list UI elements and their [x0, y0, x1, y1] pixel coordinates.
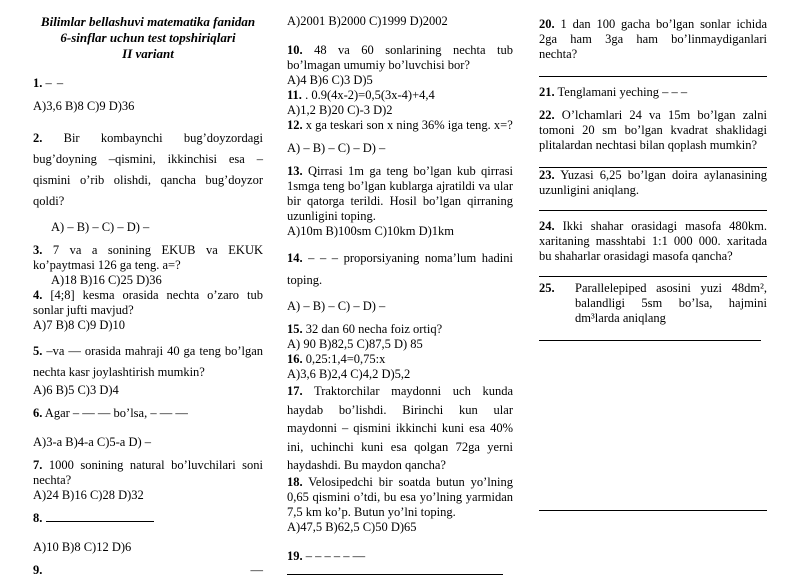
- question-text: Tenglamani yeching – – –: [554, 85, 688, 99]
- question-text: . 0.9(4x-2)=0,5(3x-4)+4,4: [301, 88, 435, 102]
- question-number: 23.: [539, 168, 555, 182]
- question-number: 6.: [33, 406, 43, 420]
- question-5: [33, 341, 263, 383]
- question-number: 10.: [287, 43, 303, 57]
- question-24: [539, 219, 767, 264]
- answers-12: A) – B) – C) – D) –: [287, 141, 386, 155]
- question-number: 21.: [539, 85, 555, 99]
- question-text: —: [250, 563, 263, 577]
- question-text: – – – – – —: [302, 548, 366, 563]
- question-number: 25.: [539, 281, 555, 295]
- question-number: 18.: [287, 474, 303, 489]
- question-23: [539, 168, 767, 198]
- question-13: [287, 164, 513, 224]
- question-number: 11.: [287, 88, 302, 102]
- question-number: 8.: [33, 511, 43, 525]
- column-2: [287, 14, 513, 575]
- question-number: 1.: [33, 76, 43, 90]
- answers-9: A)2001 B)2000 C)1999 D)2002: [287, 14, 448, 28]
- answers-6: A)3-a B)4-a C)5-a D) –: [33, 435, 152, 449]
- question-17: [287, 382, 513, 475]
- answers-3: A)18 B)16 C)25 D)36: [51, 273, 162, 287]
- answer-line-23: [539, 210, 767, 211]
- question-number: 3.: [33, 243, 43, 257]
- question-text: – – – proporsiyaning noma’lum hadini toping.: [287, 251, 513, 287]
- page-title: [33, 14, 263, 62]
- question-text: O’lchamlari 24 va 15m bo’lgan zalni tomoni 20 sm bo’lgan kvadrat shaklidagi plitalardan nechtasi bilan qoplash mumkin?: [539, 108, 767, 152]
- question-2: [33, 128, 263, 212]
- footer-line: [539, 510, 767, 511]
- answers-13: A)10m B)100sm C)10km D)1km: [287, 224, 455, 238]
- question-text: 1000 sonining natural bo’luvchilari soni nechta?: [33, 458, 263, 487]
- question-text: Bir kombaynchi bug’doyzordagi bug’doyning –qismini, ikkinchisi esa – qismini o’rib olishdi, qancha bug’doyzor qoldi?: [33, 131, 263, 208]
- title-line-1: Bilimlar bellashuvi matematika fanidan: [40, 14, 256, 29]
- answer-line-25: [539, 340, 761, 341]
- question-20: [539, 17, 767, 62]
- answers-16: A)3,6 B)2,4 C)4,2 D)5,2: [287, 367, 411, 381]
- answer-line-19: [287, 574, 503, 575]
- question-text: Ikki shahar orasidagi masofa 480km. xaritaning masshtabi 1:1 000 000. xaritada bu shaharlar orasidagi masofa qancha?: [539, 219, 767, 263]
- question-number: 13.: [287, 164, 303, 178]
- question-number: 22.: [539, 108, 555, 122]
- question-4: [33, 288, 263, 318]
- question-16: [287, 352, 513, 367]
- question-25: [539, 281, 767, 326]
- answers-11: A)1,2 B)20 C)-3 D)2: [287, 103, 393, 117]
- question-15: [287, 322, 513, 337]
- answer-line-24: [539, 276, 767, 277]
- column-1: [33, 14, 263, 578]
- question-22: [539, 108, 767, 153]
- question-text: Yuzasi 6,25 bo’lgan doira aylanasining uzunligini aniqlang.: [539, 168, 767, 197]
- answers-18: A)47,5 B)62,5 C)50 D)65: [287, 519, 417, 534]
- answers-2: A) – B) – C) – D) –: [51, 220, 150, 234]
- answers-10: A)4 B)6 C)3 D)5: [287, 73, 373, 87]
- question-9: [33, 563, 263, 578]
- question-text: 32 dan 60 necha foiz ortiq?: [302, 322, 443, 336]
- question-number: 7.: [33, 458, 43, 472]
- answers-5: A)6 B)5 C)3 D)4: [33, 383, 119, 397]
- title-line-3: II variant: [122, 46, 174, 61]
- question-text: 7 va a sonining EKUB va EKUK ko’paytmasi 126 ga teng. a=?: [33, 243, 263, 272]
- question-number: 16.: [287, 352, 303, 366]
- question-text: 48 va 60 sonlarining nechta tub bo’lmagan umumiy bo’luvchisi bor?: [287, 43, 513, 72]
- question-number: 9.: [33, 563, 43, 577]
- question-number: 15.: [287, 322, 303, 336]
- question-6: [33, 406, 263, 421]
- answers-1: A)3,6 B)8 C)9 D)36: [33, 99, 135, 113]
- question-number: 4.: [33, 288, 43, 302]
- question-text: Agar – — — bo’lsa, – — —: [42, 406, 188, 420]
- question-12: [287, 118, 513, 133]
- question-number: 19.: [287, 548, 303, 563]
- question-19: [287, 549, 513, 564]
- question-text: – –: [45, 76, 65, 90]
- title-line-2: 6-sinflar uchun test topshiriqlari: [60, 30, 236, 45]
- column-3: [539, 14, 767, 341]
- question-1: [33, 76, 263, 91]
- question-number: 24.: [539, 219, 555, 233]
- question-3: [33, 243, 263, 273]
- answers-7: A)24 B)16 C)28 D)32: [33, 488, 144, 502]
- question-text: [4;8] kesma orasida nechta o’zaro tub sonlar jufti mavjud?: [33, 288, 263, 317]
- question-text: –va — orasida mahraji 40 ga teng bo’lgan nechta kasr joylashtirish mumkin?: [33, 344, 263, 379]
- question-11: [287, 88, 513, 103]
- question-7: [33, 458, 263, 488]
- answers-15: A) 90 B)82,5 C)87,5 D) 85: [287, 337, 423, 351]
- question-number: 2.: [33, 131, 43, 145]
- question-number: 5.: [33, 344, 43, 358]
- question-text: Velosipedchi bir soatda butun yo’lning 0,65 qismini o’tdi, bu esa yo’lning yarmidan 7,5 km ko’p. Butun yo’lni toping.: [287, 474, 513, 519]
- question-text: 0,25:1,4=0,75:x: [302, 352, 386, 366]
- question-18: [287, 475, 513, 520]
- question-text: x ga teskari son x ning 36% iga teng. x=?: [302, 118, 513, 132]
- question-8-blank: [46, 511, 154, 522]
- question-text: Parallelepiped asosini yuzi 48dm², balandligi 5sm bo’lsa, hajmini dm³larda aniqlang: [575, 281, 767, 325]
- question-number: 17.: [287, 384, 303, 398]
- question-number: 14.: [287, 251, 303, 265]
- answers-8: A)10 B)8 C)12 D)6: [33, 540, 132, 554]
- question-number: 20.: [539, 17, 555, 31]
- answers-4: A)7 B)8 C)9 D)10: [33, 318, 126, 332]
- question-8: [33, 511, 263, 526]
- question-text: 1 dan 100 gacha bo’lgan sonlar ichida 2ga ham 3ga ham bo’linmaydiganlari nechta?: [539, 17, 767, 61]
- question-10: [287, 43, 513, 73]
- question-14: [287, 247, 513, 291]
- question-number: 12.: [287, 118, 303, 132]
- answers-14: A) – B) – C) – D) –: [287, 299, 386, 313]
- question-text: Qirrasi 1m ga teng bo’lgan kub qirrasi 1smga teng bo’lgan kublarga ajratildi va ular bir qatorga terildi. Hosil bo’lgan qirraning uzunligini toping.: [287, 164, 513, 223]
- question-21: [539, 85, 767, 100]
- question-text: Traktorchilar maydonni uch kunda haydab bo’lishdi. Birinchi kun ular maydonni – qismini ikkinchi kuni esa 40% ini, uchinchi kuni esa qolgan 72ga yerni haydashdi. Bu maydon qancha?: [287, 384, 513, 472]
